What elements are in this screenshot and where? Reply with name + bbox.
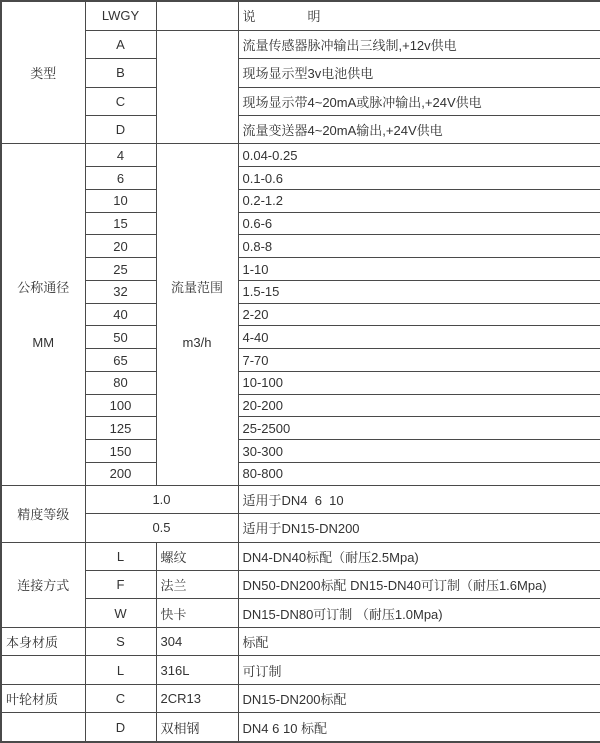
table-row (1, 627, 600, 655)
range-cell: 1-10 (238, 258, 600, 281)
code-cell: W (85, 599, 156, 627)
desc-cell: 现场显示带4~20mA或脉冲输出,+24V供电 (238, 87, 600, 115)
name-cell: 2CR13 (156, 684, 238, 712)
section-label-body-material: 本身材质 (1, 627, 85, 655)
empty-cell (1, 656, 85, 684)
range-cell: 4-40 (238, 326, 600, 349)
table-row (1, 87, 600, 115)
table-row (1, 371, 600, 394)
section-label-diameter-line1: 公称通径 (17, 279, 70, 295)
range-cell: 30-300 (238, 440, 600, 463)
desc-cell: 流量变送器4~20mA输出,+24V供电 (238, 115, 600, 143)
code-cell: A (85, 30, 156, 58)
table-row (1, 440, 600, 463)
empty-cell (156, 1, 238, 30)
dn-cell: 25 (85, 258, 156, 281)
empty-cell (156, 30, 238, 144)
desc-cell: 适用于DN4 6 10 (238, 485, 600, 513)
table-row (1, 462, 600, 485)
code-cell: C (85, 684, 156, 712)
flow-range-label (156, 144, 238, 485)
dn-cell: 20 (85, 235, 156, 258)
flow-range-label-line2: m3/h (182, 334, 212, 350)
section-label-impeller-material: 叶轮材质 (1, 684, 85, 712)
code-cell: D (85, 115, 156, 143)
name-cell: 双相钢 (156, 713, 238, 742)
desc-cell: 可订制 (238, 656, 600, 684)
range-cell: 1.5-15 (238, 280, 600, 303)
table-row (1, 258, 600, 281)
range-cell: 0.1-0.6 (238, 167, 600, 190)
range-cell: 0.8-8 (238, 235, 600, 258)
dn-cell: 65 (85, 349, 156, 372)
name-cell: 螺纹 (156, 542, 238, 570)
desc-cell: 标配 (238, 627, 600, 655)
name-cell: 304 (156, 627, 238, 655)
code-cell: D (85, 713, 156, 742)
dn-cell: 4 (85, 144, 156, 167)
code-cell: C (85, 87, 156, 115)
table-row (1, 713, 600, 742)
table-row (1, 656, 600, 684)
table-row (1, 30, 600, 58)
name-cell: 快卡 (156, 599, 238, 627)
accuracy-value-cell: 1.0 (85, 485, 238, 513)
table-row (1, 212, 600, 235)
name-cell: 法兰 (156, 570, 238, 598)
table-row (1, 326, 600, 349)
desc-header: 说 明 (238, 1, 600, 30)
empty-cell (1, 713, 85, 742)
dn-cell: 150 (85, 440, 156, 463)
table-row (1, 189, 600, 212)
dn-cell: 50 (85, 326, 156, 349)
dn-cell: 40 (85, 303, 156, 326)
desc-cell: 适用于DN15-DN200 (238, 514, 600, 542)
desc-cell: DN4-DN40标配（耐压2.5Mpa) (238, 542, 600, 570)
table-row (1, 542, 600, 570)
range-cell: 80-800 (238, 462, 600, 485)
table-row (1, 280, 600, 303)
code-cell: S (85, 627, 156, 655)
desc-cell: DN50-DN200标配 DN15-DN40可订制（耐压1.6Mpa) (238, 570, 600, 598)
table-row (1, 485, 600, 513)
accuracy-value-cell: 0.5 (85, 514, 238, 542)
table-row (1, 570, 600, 598)
range-cell: 0.6-6 (238, 212, 600, 235)
table-row (1, 1, 600, 30)
desc-cell: DN4 6 10 标配 (238, 713, 600, 742)
desc-cell: DN15-DN80可订制 （耐压1.0Mpa) (238, 599, 600, 627)
range-cell: 0.04-0.25 (238, 144, 600, 167)
desc-cell: DN15-DN200标配 (238, 684, 600, 712)
table-row (1, 599, 600, 627)
table-row (1, 349, 600, 372)
dn-cell: 32 (85, 280, 156, 303)
range-cell: 10-100 (238, 371, 600, 394)
dn-cell: 80 (85, 371, 156, 394)
code-cell: L (85, 542, 156, 570)
table-row (1, 235, 600, 258)
flow-range-label-line1: 流量范围 (170, 279, 223, 295)
code-cell: F (85, 570, 156, 598)
range-cell: 25-2500 (238, 417, 600, 440)
model-code-header: LWGY (85, 1, 156, 30)
dn-cell: 6 (85, 167, 156, 190)
dn-cell: 15 (85, 212, 156, 235)
table-row (1, 167, 600, 190)
name-cell: 316L (156, 656, 238, 684)
range-cell: 2-20 (238, 303, 600, 326)
dn-cell: 100 (85, 394, 156, 417)
dn-cell: 125 (85, 417, 156, 440)
dn-cell: 10 (85, 189, 156, 212)
table-row (1, 394, 600, 417)
range-cell: 20-200 (238, 394, 600, 417)
section-label-accuracy: 精度等级 (1, 485, 85, 542)
section-label-type: 类型 (1, 1, 85, 144)
table-row (1, 514, 600, 542)
code-cell: B (85, 59, 156, 87)
table-row (1, 684, 600, 712)
range-cell: 7-70 (238, 349, 600, 372)
table-row (1, 115, 600, 143)
table-row (1, 303, 600, 326)
table-row (1, 144, 600, 167)
table-row (1, 417, 600, 440)
desc-cell: 现场显示型3v电池供电 (238, 59, 600, 87)
section-label-connection: 连接方式 (1, 542, 85, 627)
section-label-diameter (1, 144, 85, 485)
range-cell: 0.2-1.2 (238, 189, 600, 212)
table-row (1, 59, 600, 87)
desc-cell: 流量传感器脉冲输出三线制,+12v供电 (238, 30, 600, 58)
dn-cell: 200 (85, 462, 156, 485)
code-cell: L (85, 656, 156, 684)
section-label-diameter-line2: MM (32, 334, 55, 350)
